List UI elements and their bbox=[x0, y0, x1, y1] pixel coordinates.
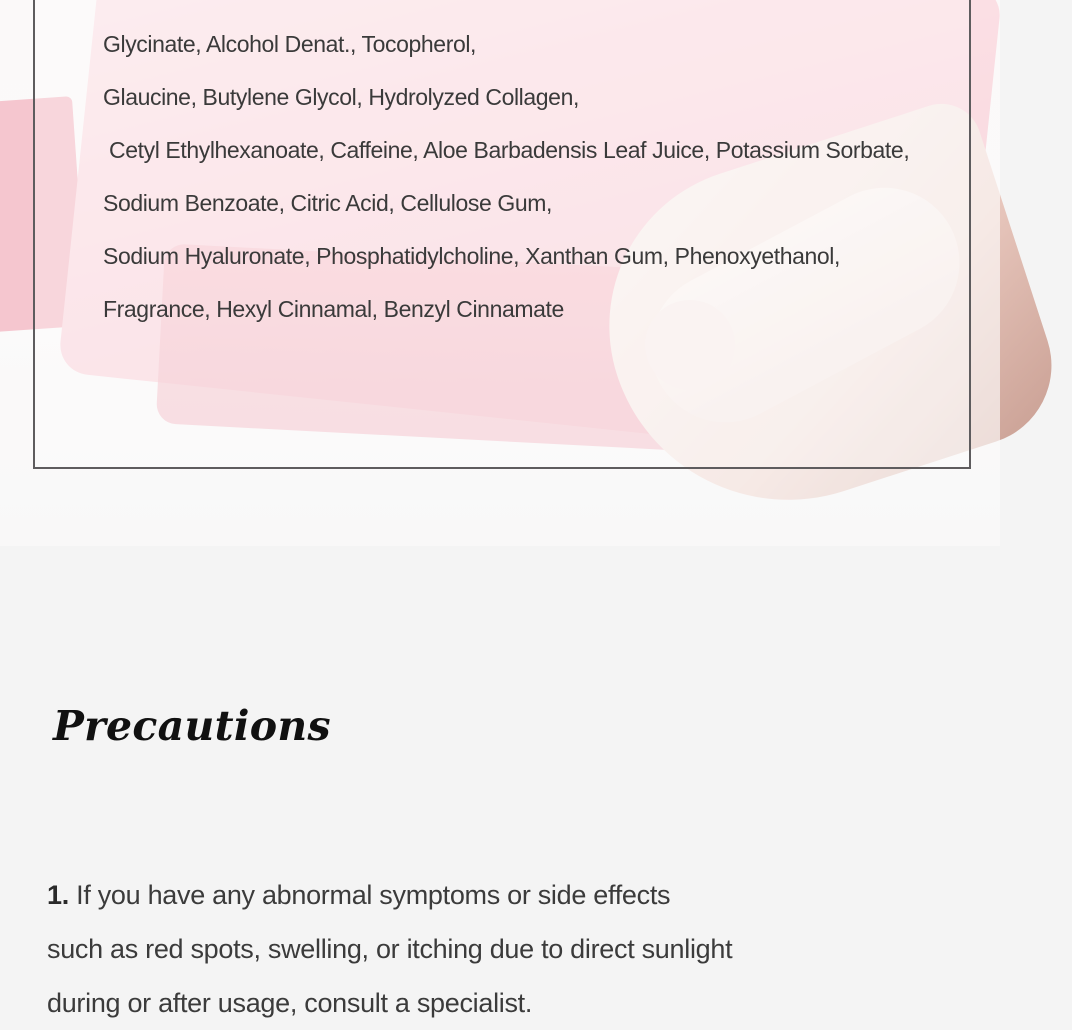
ingredient-line: Sodium Benzoate, Citric Acid, Cellulose Gum, bbox=[103, 190, 552, 216]
precaution-line bbox=[47, 868, 967, 922]
ingredient-line: Fragrance, Hexyl Cinnamal, Benzyl Cinnamate bbox=[103, 296, 564, 322]
precaution-text: If you have any abnormal symptoms or side effects bbox=[76, 880, 671, 910]
precautions-title: Precautions bbox=[53, 702, 331, 750]
ingredient-list bbox=[103, 18, 963, 336]
ingredient-line: Glaucine, Butylene Glycol, Hydrolyzed Collagen, bbox=[103, 84, 579, 110]
ingredient-line: Cetyl Ethylhexanoate, Caffeine, Aloe Barbadensis Leaf Juice, Potassium Sorbate, bbox=[109, 137, 910, 163]
ingredient-line: Sodium Hyaluronate, Phosphatidylcholine, Xanthan Gum, Phenoxyethanol, bbox=[103, 243, 840, 269]
precaution-line: during or after usage, consult a specialist. bbox=[47, 988, 533, 1018]
precaution-line: such as red spots, swelling, or itching due to direct sunlight bbox=[47, 934, 733, 964]
ingredient-line: Glycinate, Alcohol Denat., Tocopherol, bbox=[103, 31, 477, 57]
precaution-item bbox=[47, 868, 967, 1030]
precautions-section bbox=[0, 546, 1000, 1018]
hero-photo bbox=[0, 0, 1000, 546]
precaution-number: 1. bbox=[47, 880, 69, 910]
